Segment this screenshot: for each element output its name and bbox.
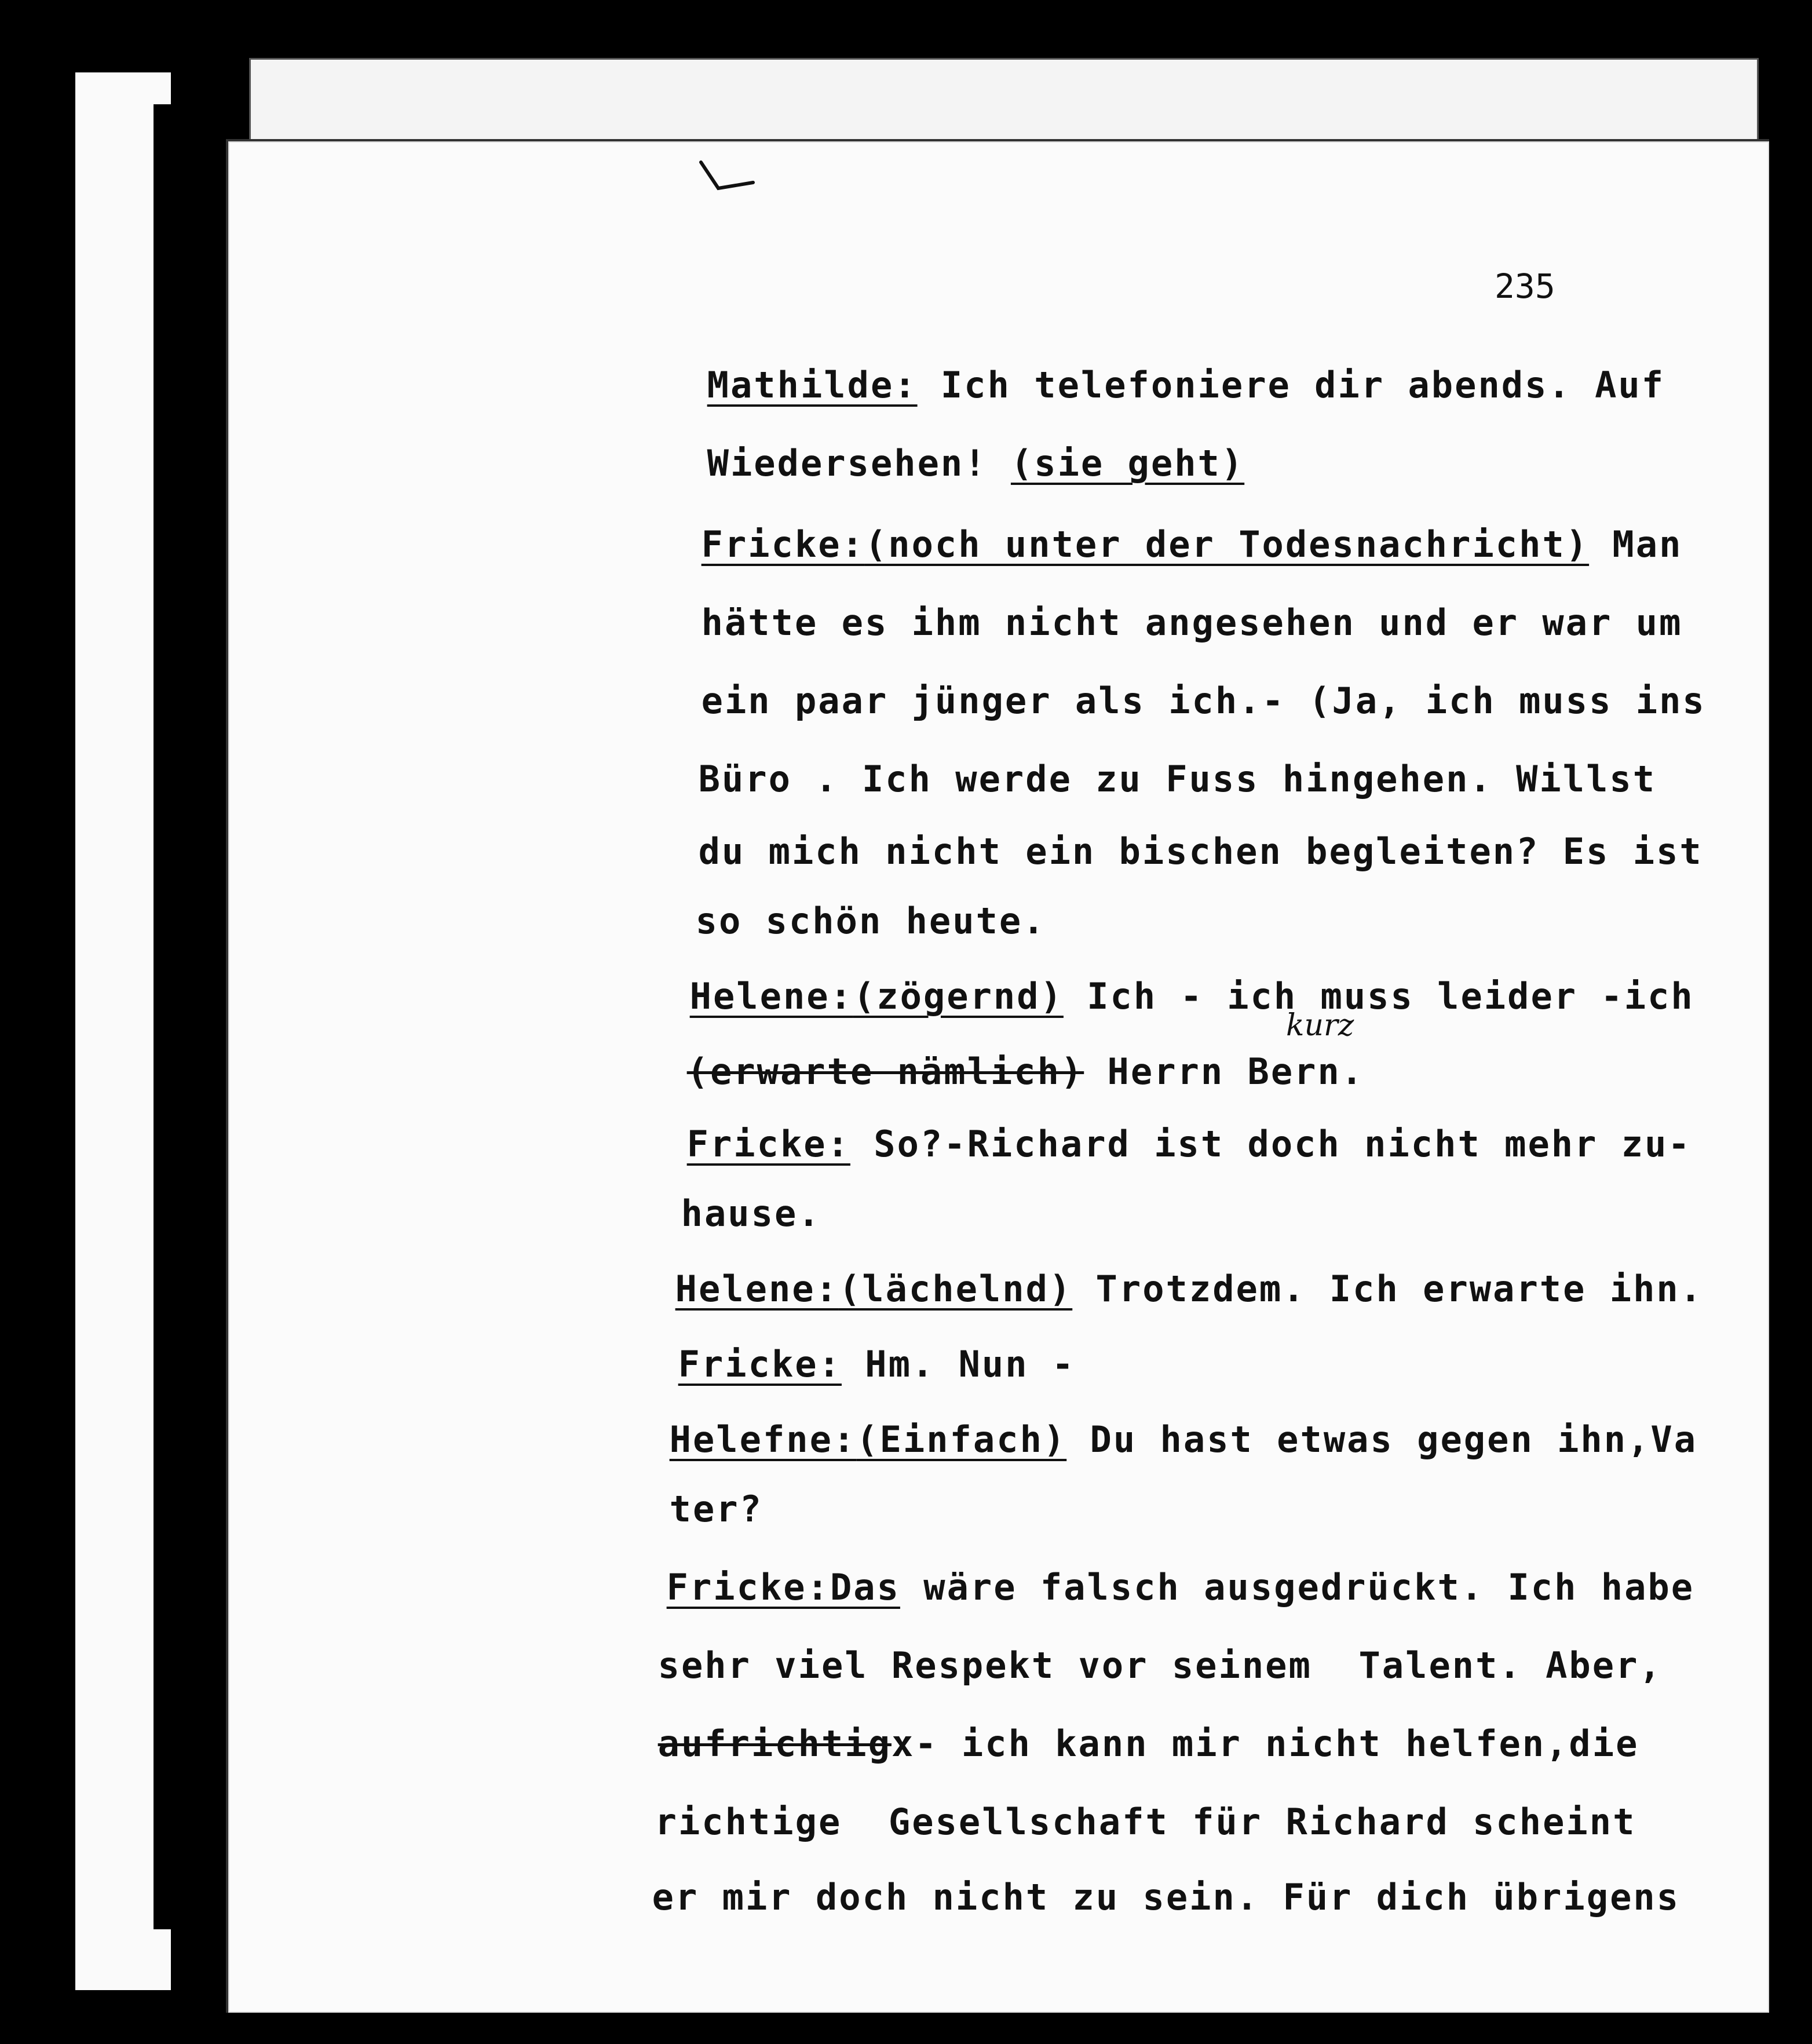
line-18 xyxy=(611,1602,1663,1687)
line-text: Wiedersehen! xyxy=(707,442,1011,484)
speaker-label: Helene: xyxy=(689,975,853,1017)
line-text: Du hast etwas gegen ihn,Va xyxy=(1066,1418,1698,1461)
line-text: x- ich kann mir nicht helfen,die xyxy=(891,1722,1639,1765)
line-4 xyxy=(655,559,1682,644)
speaker-label: Helene: xyxy=(675,1268,839,1310)
line-text: Büro . Ich werde zu Fuss hingehen. Willst xyxy=(698,758,1657,800)
line-text: ein paar jünger als ich.- (Ja, ich muss ins xyxy=(701,680,1706,722)
line-text: er mir doch nicht zu sein. Für dich übrigens xyxy=(652,1876,1681,1918)
line-1 xyxy=(660,322,1665,406)
line-text: Ich - ich muss leider -ich xyxy=(1063,975,1694,1017)
line-15 xyxy=(623,1376,1697,1461)
line-2 xyxy=(660,400,1244,484)
line-text: richtige Gesellschaft für Richard scheint xyxy=(655,1801,1636,1843)
line-text: so schön heute. xyxy=(695,900,1046,942)
line-20 xyxy=(608,1758,1636,1843)
speaker-label: Helefne: xyxy=(669,1418,857,1461)
stage-direction: (zögernd) xyxy=(853,975,1064,1017)
line-text: wäre falsch ausgedrückt. Ich habe xyxy=(900,1566,1695,1608)
line-text: Herrn Bern. xyxy=(1084,1050,1365,1093)
line-21 xyxy=(605,1834,1680,1918)
struck-text: aufrichtig xyxy=(657,1722,892,1765)
stage-direction: (Einfach) xyxy=(856,1418,1067,1461)
line-text: du mich nicht ein bischen begleiten? Es ist xyxy=(698,830,1703,873)
line-text: hätte es ihm nicht angesehen und er war um xyxy=(701,601,1683,644)
line-9 xyxy=(643,933,1694,1017)
page-number: 235 xyxy=(1495,267,1555,306)
line-text: Ich telefoniere dir abends. Auf xyxy=(917,364,1665,406)
line-text: hause. xyxy=(681,1192,821,1235)
handwritten-note: kurz xyxy=(1286,1008,1354,1043)
speaker-label: Mathilde: xyxy=(707,364,918,406)
line-16 xyxy=(623,1446,763,1530)
line-14 xyxy=(631,1301,1075,1385)
speaker-label: Fricke:Das xyxy=(666,1566,900,1608)
line-19 xyxy=(611,1680,1639,1765)
stage-direction: (noch unter der Todesnachricht) xyxy=(864,523,1590,565)
line-text: Man xyxy=(1589,523,1683,565)
line-5 xyxy=(655,637,1706,722)
line-8 xyxy=(649,857,1046,942)
line-text: Hm. Nun - xyxy=(841,1343,1076,1385)
binding-shadow xyxy=(154,104,188,1929)
line-17 xyxy=(620,1524,1694,1608)
check-mark xyxy=(695,156,765,203)
speaker-label: Fricke: xyxy=(701,523,865,565)
line-text: ter? xyxy=(669,1488,763,1530)
stage-direction: (sie geht) xyxy=(1010,442,1245,484)
line-text: So?-Richard ist doch nicht mehr zu- xyxy=(850,1123,1692,1165)
line-3 xyxy=(655,481,1682,565)
struck-text: (erwarte nämlich) xyxy=(686,1050,1084,1093)
line-13 xyxy=(629,1225,1703,1310)
line-text: sehr viel Respekt vor seinem Talent. Aber, xyxy=(657,1644,1663,1687)
stage-direction: (lächelnd) xyxy=(838,1268,1073,1310)
line-12 xyxy=(634,1150,821,1235)
line-text: Trotzdem. Ich erwarte ihn. xyxy=(1072,1268,1704,1310)
speaker-label: Fricke: xyxy=(686,1123,850,1165)
speaker-label: Fricke: xyxy=(678,1343,842,1385)
